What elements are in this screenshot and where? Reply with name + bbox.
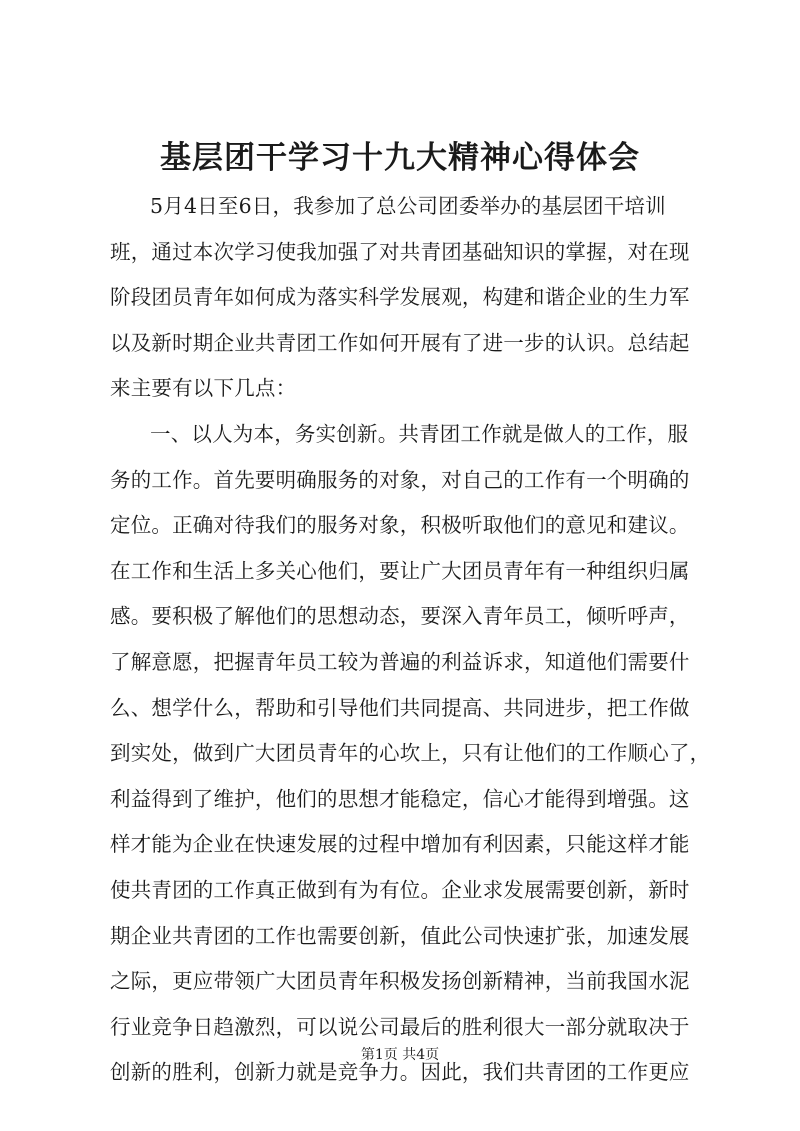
body-line: 务的工作。首先要明确服务的对象，对自己的工作有一个明确的 bbox=[110, 467, 690, 492]
body-line: 了解意愿，把握青年员工较为普遍的利益诉求，知道他们需要什 bbox=[110, 649, 690, 674]
body-line: 来主要有以下几点： bbox=[110, 376, 297, 401]
body-line: 么、想学什么，帮助和引导他们共同提高、共同进步，把工作做 bbox=[110, 695, 690, 720]
body-line: 创新的胜利，创新力就是竞争力。因此，我们共青团的工作更应 bbox=[110, 1060, 690, 1085]
page-number-footer: 第1页 共4页 bbox=[360, 1047, 440, 1063]
page-title: 基层团干学习十九大精神心得体会 bbox=[160, 140, 640, 176]
body-line: 5月4日至6日，我参加了总公司团委举办的基层团干培训 bbox=[150, 194, 666, 218]
body-line: 样才能为企业在快速发展的过程中增加有利因素，只能这样才能 bbox=[110, 832, 690, 857]
body-line: 在工作和生活上多关心他们，要让广大团员青年有一种组织归属 bbox=[110, 558, 690, 583]
body-line: 之际，更应带领广大团员青年积极发扬创新精神，当前我国水泥 bbox=[110, 969, 690, 994]
body-line: 到实处，做到广大团员青年的心坎上，只有让他们的工作顺心了， bbox=[110, 741, 711, 766]
body-line: 定位。正确对待我们的服务对象，积极听取他们的意见和建议。 bbox=[110, 513, 690, 538]
body-line: 以及新时期企业共青团工作如何开展有了进一步的认识。总结起 bbox=[110, 330, 690, 355]
body-line: 感。要积极了解他们的思想动态，要深入青年员工，倾听呼声， bbox=[110, 604, 690, 629]
document-body bbox=[110, 184, 710, 1096]
body-line: 阶段团员青年如何成为落实科学发展观，构建和谐企业的生力军 bbox=[110, 285, 690, 310]
body-line: 一、以人为本，务实创新。共青团工作就是做人的工作，服 bbox=[150, 421, 689, 446]
body-line: 班，通过本次学习使我加强了对共青团基础知识的掌握，对在现 bbox=[110, 239, 690, 264]
body-line: 行业竞争日趋激烈，可以说公司最后的胜利很大一部分就取决于 bbox=[110, 1014, 690, 1039]
body-line: 利益得到了维护，他们的思想才能稳定，信心才能得到增强。这 bbox=[110, 786, 690, 811]
body-line: 使共青团的工作真正做到有为有位。企业求发展需要创新，新时 bbox=[110, 877, 690, 902]
body-line: 期企业共青团的工作也需要创新，值此公司快速扩张，加速发展 bbox=[110, 923, 690, 948]
